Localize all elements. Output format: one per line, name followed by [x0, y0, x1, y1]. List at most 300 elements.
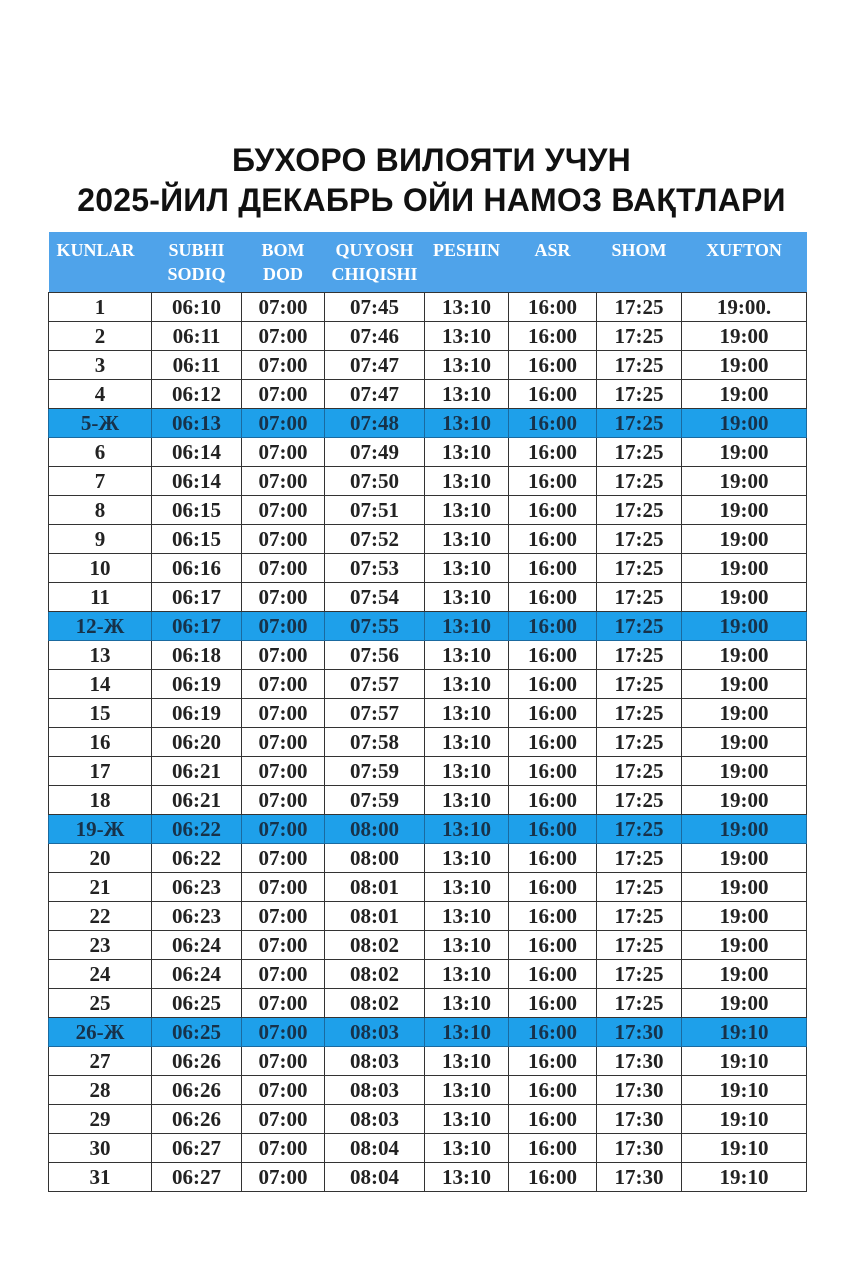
cell-xufton: 19:00: [682, 351, 807, 380]
cell-quyosh: 07:45: [325, 293, 425, 322]
table-row: [49, 641, 807, 670]
cell-xufton: 19:00: [682, 583, 807, 612]
table-row: [49, 1134, 807, 1163]
cell-day: 25: [49, 989, 152, 1018]
cell-peshin: 13:10: [425, 844, 509, 873]
cell-asr: 16:00: [509, 728, 597, 757]
table-row: [49, 380, 807, 409]
cell-peshin: 13:10: [425, 583, 509, 612]
cell-quyosh: 08:03: [325, 1018, 425, 1047]
cell-bomdod: 07:00: [242, 757, 325, 786]
table-row: [49, 554, 807, 583]
cell-asr: 16:00: [509, 1076, 597, 1105]
cell-asr: 16:00: [509, 293, 597, 322]
table-row: [49, 1076, 807, 1105]
cell-shom: 17:30: [597, 1076, 682, 1105]
table-row: [49, 351, 807, 380]
cell-peshin: 13:10: [425, 1047, 509, 1076]
cell-asr: 16:00: [509, 670, 597, 699]
cell-peshin: 13:10: [425, 612, 509, 641]
table-row: [49, 467, 807, 496]
header-label-line2: DOD: [263, 264, 303, 284]
cell-shom: 17:25: [597, 670, 682, 699]
cell-subhi: 06:20: [152, 728, 242, 757]
cell-subhi: 06:14: [152, 467, 242, 496]
cell-quyosh: 08:00: [325, 815, 425, 844]
cell-peshin: 13:10: [425, 293, 509, 322]
table-row: [49, 786, 807, 815]
cell-asr: 16:00: [509, 612, 597, 641]
cell-shom: 17:25: [597, 989, 682, 1018]
cell-day: 19-Ж: [49, 815, 152, 844]
cell-asr: 16:00: [509, 1163, 597, 1192]
table-row: [49, 757, 807, 786]
cell-bomdod: 07:00: [242, 844, 325, 873]
table-row: [49, 496, 807, 525]
cell-peshin: 13:10: [425, 902, 509, 931]
cell-peshin: 13:10: [425, 438, 509, 467]
cell-peshin: 13:10: [425, 554, 509, 583]
cell-xufton: 19:00: [682, 699, 807, 728]
cell-shom: 17:25: [597, 960, 682, 989]
cell-xufton: 19:00: [682, 670, 807, 699]
cell-asr: 16:00: [509, 351, 597, 380]
cell-quyosh: 08:02: [325, 931, 425, 960]
cell-shom: 17:25: [597, 844, 682, 873]
cell-subhi: 06:25: [152, 1018, 242, 1047]
cell-asr: 16:00: [509, 960, 597, 989]
table-row: [49, 293, 807, 322]
cell-peshin: 13:10: [425, 786, 509, 815]
cell-asr: 16:00: [509, 873, 597, 902]
cell-bomdod: 07:00: [242, 989, 325, 1018]
cell-shom: 17:25: [597, 380, 682, 409]
cell-xufton: 19:10: [682, 1163, 807, 1192]
table-row: [49, 844, 807, 873]
cell-subhi: 06:24: [152, 960, 242, 989]
table-row: [49, 583, 807, 612]
header-label-line1: SUBHI: [168, 240, 225, 260]
cell-bomdod: 07:00: [242, 960, 325, 989]
cell-bomdod: 07:00: [242, 1105, 325, 1134]
cell-quyosh: 08:04: [325, 1134, 425, 1163]
cell-day: 14: [49, 670, 152, 699]
cell-subhi: 06:22: [152, 844, 242, 873]
cell-xufton: 19:10: [682, 1105, 807, 1134]
table-row: [49, 1105, 807, 1134]
table-header: [49, 232, 807, 293]
cell-asr: 16:00: [509, 583, 597, 612]
cell-bomdod: 07:00: [242, 612, 325, 641]
cell-shom: 17:25: [597, 554, 682, 583]
cell-bomdod: 07:00: [242, 1076, 325, 1105]
cell-shom: 17:30: [597, 1134, 682, 1163]
cell-subhi: 06:18: [152, 641, 242, 670]
cell-peshin: 13:10: [425, 467, 509, 496]
header-label-line1: ASR: [534, 240, 571, 260]
table-row: [49, 989, 807, 1018]
cell-peshin: 13:10: [425, 322, 509, 351]
header-label-line1: QUYOSH: [335, 240, 414, 260]
cell-xufton: 19:10: [682, 1047, 807, 1076]
cell-shom: 17:25: [597, 757, 682, 786]
cell-day: 31: [49, 1163, 152, 1192]
cell-day: 24: [49, 960, 152, 989]
cell-xufton: 19:00: [682, 525, 807, 554]
table-body: [49, 293, 807, 1192]
cell-shom: 17:30: [597, 1018, 682, 1047]
cell-peshin: 13:10: [425, 670, 509, 699]
cell-quyosh: 08:00: [325, 844, 425, 873]
cell-xufton: 19:00: [682, 438, 807, 467]
cell-quyosh: 07:47: [325, 380, 425, 409]
cell-quyosh: 08:03: [325, 1105, 425, 1134]
cell-asr: 16:00: [509, 467, 597, 496]
cell-asr: 16:00: [509, 757, 597, 786]
cell-xufton: 19:00: [682, 641, 807, 670]
cell-quyosh: 07:52: [325, 525, 425, 554]
cell-bomdod: 07:00: [242, 699, 325, 728]
cell-subhi: 06:17: [152, 583, 242, 612]
cell-quyosh: 07:54: [325, 583, 425, 612]
cell-subhi: 06:23: [152, 902, 242, 931]
cell-asr: 16:00: [509, 554, 597, 583]
cell-shom: 17:25: [597, 902, 682, 931]
cell-asr: 16:00: [509, 844, 597, 873]
cell-quyosh: 07:58: [325, 728, 425, 757]
cell-bomdod: 07:00: [242, 583, 325, 612]
cell-xufton: 19:00: [682, 902, 807, 931]
cell-xufton: 19:00: [682, 960, 807, 989]
cell-xufton: 19:00: [682, 496, 807, 525]
cell-day: 4: [49, 380, 152, 409]
cell-day: 7: [49, 467, 152, 496]
cell-day: 22: [49, 902, 152, 931]
cell-day: 21: [49, 873, 152, 902]
cell-bomdod: 07:00: [242, 467, 325, 496]
cell-shom: 17:25: [597, 351, 682, 380]
cell-shom: 17:25: [597, 873, 682, 902]
cell-day: 2: [49, 322, 152, 351]
col-asr-header: [509, 232, 597, 293]
table-row-friday: [49, 815, 807, 844]
cell-subhi: 06:17: [152, 612, 242, 641]
header-label-line1: KUNLAR: [56, 240, 135, 260]
cell-bomdod: 07:00: [242, 1047, 325, 1076]
table-row: [49, 873, 807, 902]
cell-day: 29: [49, 1105, 152, 1134]
cell-peshin: 13:10: [425, 1163, 509, 1192]
cell-peshin: 13:10: [425, 380, 509, 409]
cell-peshin: 13:10: [425, 1134, 509, 1163]
cell-peshin: 13:10: [425, 931, 509, 960]
cell-asr: 16:00: [509, 1105, 597, 1134]
cell-xufton: 19:00: [682, 786, 807, 815]
cell-subhi: 06:26: [152, 1047, 242, 1076]
cell-quyosh: 07:48: [325, 409, 425, 438]
table-row: [49, 670, 807, 699]
cell-day: 18: [49, 786, 152, 815]
table-row: [49, 525, 807, 554]
cell-peshin: 13:10: [425, 815, 509, 844]
header-label-line1: PESHIN: [432, 240, 501, 260]
cell-shom: 17:25: [597, 467, 682, 496]
col-quyosh-chiqishi-header: [325, 232, 425, 293]
cell-shom: 17:25: [597, 815, 682, 844]
cell-peshin: 13:10: [425, 1018, 509, 1047]
table-header-row: [49, 232, 807, 293]
table-row: [49, 438, 807, 467]
cell-xufton: 19:00: [682, 989, 807, 1018]
cell-day: 12-Ж: [49, 612, 152, 641]
cell-asr: 16:00: [509, 438, 597, 467]
cell-subhi: 06:15: [152, 525, 242, 554]
cell-bomdod: 07:00: [242, 931, 325, 960]
cell-xufton: 19:10: [682, 1076, 807, 1105]
header-label-line2: SODIQ: [167, 264, 226, 284]
cell-quyosh: 07:57: [325, 670, 425, 699]
cell-xufton: 19:00.: [682, 293, 807, 322]
cell-xufton: 19:00: [682, 380, 807, 409]
cell-quyosh: 08:02: [325, 960, 425, 989]
cell-asr: 16:00: [509, 409, 597, 438]
cell-xufton: 19:10: [682, 1018, 807, 1047]
cell-xufton: 19:00: [682, 554, 807, 583]
cell-peshin: 13:10: [425, 351, 509, 380]
cell-peshin: 13:10: [425, 873, 509, 902]
cell-shom: 17:30: [597, 1105, 682, 1134]
cell-quyosh: 07:55: [325, 612, 425, 641]
cell-quyosh: 07:51: [325, 496, 425, 525]
cell-bomdod: 07:00: [242, 1018, 325, 1047]
cell-subhi: 06:13: [152, 409, 242, 438]
cell-xufton: 19:00: [682, 467, 807, 496]
cell-peshin: 13:10: [425, 1076, 509, 1105]
cell-day: 5-Ж: [49, 409, 152, 438]
cell-peshin: 13:10: [425, 409, 509, 438]
cell-shom: 17:25: [597, 931, 682, 960]
cell-peshin: 13:10: [425, 989, 509, 1018]
cell-peshin: 13:10: [425, 525, 509, 554]
table-row: [49, 931, 807, 960]
cell-xufton: 19:10: [682, 1134, 807, 1163]
cell-xufton: 19:00: [682, 409, 807, 438]
cell-shom: 17:30: [597, 1163, 682, 1192]
cell-shom: 17:25: [597, 438, 682, 467]
cell-shom: 17:25: [597, 728, 682, 757]
cell-bomdod: 07:00: [242, 438, 325, 467]
cell-bomdod: 07:00: [242, 670, 325, 699]
cell-bomdod: 07:00: [242, 786, 325, 815]
cell-subhi: 06:12: [152, 380, 242, 409]
cell-bomdod: 07:00: [242, 873, 325, 902]
cell-shom: 17:30: [597, 1047, 682, 1076]
cell-asr: 16:00: [509, 815, 597, 844]
cell-subhi: 06:19: [152, 699, 242, 728]
cell-subhi: 06:23: [152, 873, 242, 902]
cell-day: 8: [49, 496, 152, 525]
cell-quyosh: 07:53: [325, 554, 425, 583]
cell-subhi: 06:25: [152, 989, 242, 1018]
table-row-friday: [49, 409, 807, 438]
cell-asr: 16:00: [509, 1018, 597, 1047]
cell-xufton: 19:00: [682, 815, 807, 844]
cell-shom: 17:25: [597, 583, 682, 612]
cell-day: 1: [49, 293, 152, 322]
cell-asr: 16:00: [509, 989, 597, 1018]
cell-bomdod: 07:00: [242, 554, 325, 583]
cell-subhi: 06:10: [152, 293, 242, 322]
cell-day: 27: [49, 1047, 152, 1076]
cell-subhi: 06:16: [152, 554, 242, 583]
col-shom-header: [597, 232, 682, 293]
cell-shom: 17:25: [597, 322, 682, 351]
cell-quyosh: 07:56: [325, 641, 425, 670]
cell-bomdod: 07:00: [242, 1163, 325, 1192]
cell-day: 17: [49, 757, 152, 786]
cell-quyosh: 08:03: [325, 1076, 425, 1105]
cell-quyosh: 07:50: [325, 467, 425, 496]
col-kunlar-header: [49, 232, 152, 293]
cell-xufton: 19:00: [682, 844, 807, 873]
table-row: [49, 1163, 807, 1192]
page-subtitle: 2025-ЙИЛ ДЕКАБРЬ ОЙИ НАМОЗ ВАҚТЛАРИ: [77, 182, 786, 218]
cell-subhi: 06:21: [152, 786, 242, 815]
cell-day: 3: [49, 351, 152, 380]
cell-quyosh: 08:01: [325, 902, 425, 931]
cell-shom: 17:25: [597, 496, 682, 525]
cell-quyosh: 07:57: [325, 699, 425, 728]
cell-peshin: 13:10: [425, 757, 509, 786]
cell-asr: 16:00: [509, 1134, 597, 1163]
table-row: [49, 1047, 807, 1076]
header-label-line2: CHIQISHI: [331, 264, 418, 284]
cell-peshin: 13:10: [425, 496, 509, 525]
cell-peshin: 13:10: [425, 1105, 509, 1134]
table-row: [49, 902, 807, 931]
cell-shom: 17:25: [597, 293, 682, 322]
cell-shom: 17:25: [597, 641, 682, 670]
cell-bomdod: 07:00: [242, 322, 325, 351]
cell-quyosh: 07:59: [325, 757, 425, 786]
cell-day: 30: [49, 1134, 152, 1163]
cell-quyosh: 08:01: [325, 873, 425, 902]
cell-day: 26-Ж: [49, 1018, 152, 1047]
cell-xufton: 19:00: [682, 931, 807, 960]
cell-subhi: 06:27: [152, 1163, 242, 1192]
table-row: [49, 699, 807, 728]
header-label-line1: BOM: [261, 240, 305, 260]
cell-subhi: 06:11: [152, 322, 242, 351]
cell-subhi: 06:26: [152, 1105, 242, 1134]
cell-shom: 17:25: [597, 612, 682, 641]
cell-quyosh: 08:03: [325, 1047, 425, 1076]
cell-day: 16: [49, 728, 152, 757]
cell-bomdod: 07:00: [242, 1134, 325, 1163]
cell-asr: 16:00: [509, 322, 597, 351]
cell-day: 11: [49, 583, 152, 612]
col-peshin-header: [425, 232, 509, 293]
cell-peshin: 13:10: [425, 641, 509, 670]
col-subhi-sodiq-header: [152, 232, 242, 293]
cell-bomdod: 07:00: [242, 293, 325, 322]
cell-asr: 16:00: [509, 641, 597, 670]
cell-day: 9: [49, 525, 152, 554]
cell-bomdod: 07:00: [242, 902, 325, 931]
cell-bomdod: 07:00: [242, 525, 325, 554]
cell-shom: 17:25: [597, 409, 682, 438]
cell-asr: 16:00: [509, 786, 597, 815]
cell-day: 6: [49, 438, 152, 467]
cell-quyosh: 07:59: [325, 786, 425, 815]
col-xufton-header: [682, 232, 807, 293]
cell-subhi: 06:15: [152, 496, 242, 525]
cell-subhi: 06:21: [152, 757, 242, 786]
cell-asr: 16:00: [509, 496, 597, 525]
cell-quyosh: 08:02: [325, 989, 425, 1018]
cell-bomdod: 07:00: [242, 496, 325, 525]
cell-bomdod: 07:00: [242, 641, 325, 670]
cell-quyosh: 07:46: [325, 322, 425, 351]
cell-asr: 16:00: [509, 931, 597, 960]
table-row-friday: [49, 612, 807, 641]
table-row-friday: [49, 1018, 807, 1047]
cell-subhi: 06:19: [152, 670, 242, 699]
table-row: [49, 322, 807, 351]
cell-shom: 17:25: [597, 525, 682, 554]
header-label-line1: SHOM: [611, 240, 667, 260]
cell-subhi: 06:27: [152, 1134, 242, 1163]
cell-subhi: 06:26: [152, 1076, 242, 1105]
cell-subhi: 06:11: [152, 351, 242, 380]
cell-asr: 16:00: [509, 525, 597, 554]
cell-peshin: 13:10: [425, 699, 509, 728]
cell-day: 15: [49, 699, 152, 728]
cell-peshin: 13:10: [425, 728, 509, 757]
cell-asr: 16:00: [509, 902, 597, 931]
cell-asr: 16:00: [509, 380, 597, 409]
cell-bomdod: 07:00: [242, 815, 325, 844]
prayer-times-table: [48, 232, 807, 1192]
cell-xufton: 19:00: [682, 322, 807, 351]
page-title: БУХОРО ВИЛОЯТИ УЧУН: [232, 142, 631, 178]
table-row: [49, 960, 807, 989]
table-row: [49, 728, 807, 757]
cell-bomdod: 07:00: [242, 409, 325, 438]
header-label-line1: XUFTON: [706, 240, 782, 260]
cell-xufton: 19:00: [682, 757, 807, 786]
cell-xufton: 19:00: [682, 728, 807, 757]
cell-shom: 17:25: [597, 786, 682, 815]
cell-bomdod: 07:00: [242, 728, 325, 757]
cell-xufton: 19:00: [682, 873, 807, 902]
col-bomdod-header: [242, 232, 325, 293]
cell-day: 10: [49, 554, 152, 583]
cell-subhi: 06:14: [152, 438, 242, 467]
cell-xufton: 19:00: [682, 612, 807, 641]
cell-asr: 16:00: [509, 699, 597, 728]
cell-peshin: 13:10: [425, 960, 509, 989]
cell-bomdod: 07:00: [242, 380, 325, 409]
cell-bomdod: 07:00: [242, 351, 325, 380]
cell-day: 13: [49, 641, 152, 670]
cell-subhi: 06:22: [152, 815, 242, 844]
cell-day: 20: [49, 844, 152, 873]
cell-day: 23: [49, 931, 152, 960]
cell-quyosh: 08:04: [325, 1163, 425, 1192]
cell-subhi: 06:24: [152, 931, 242, 960]
cell-quyosh: 07:47: [325, 351, 425, 380]
